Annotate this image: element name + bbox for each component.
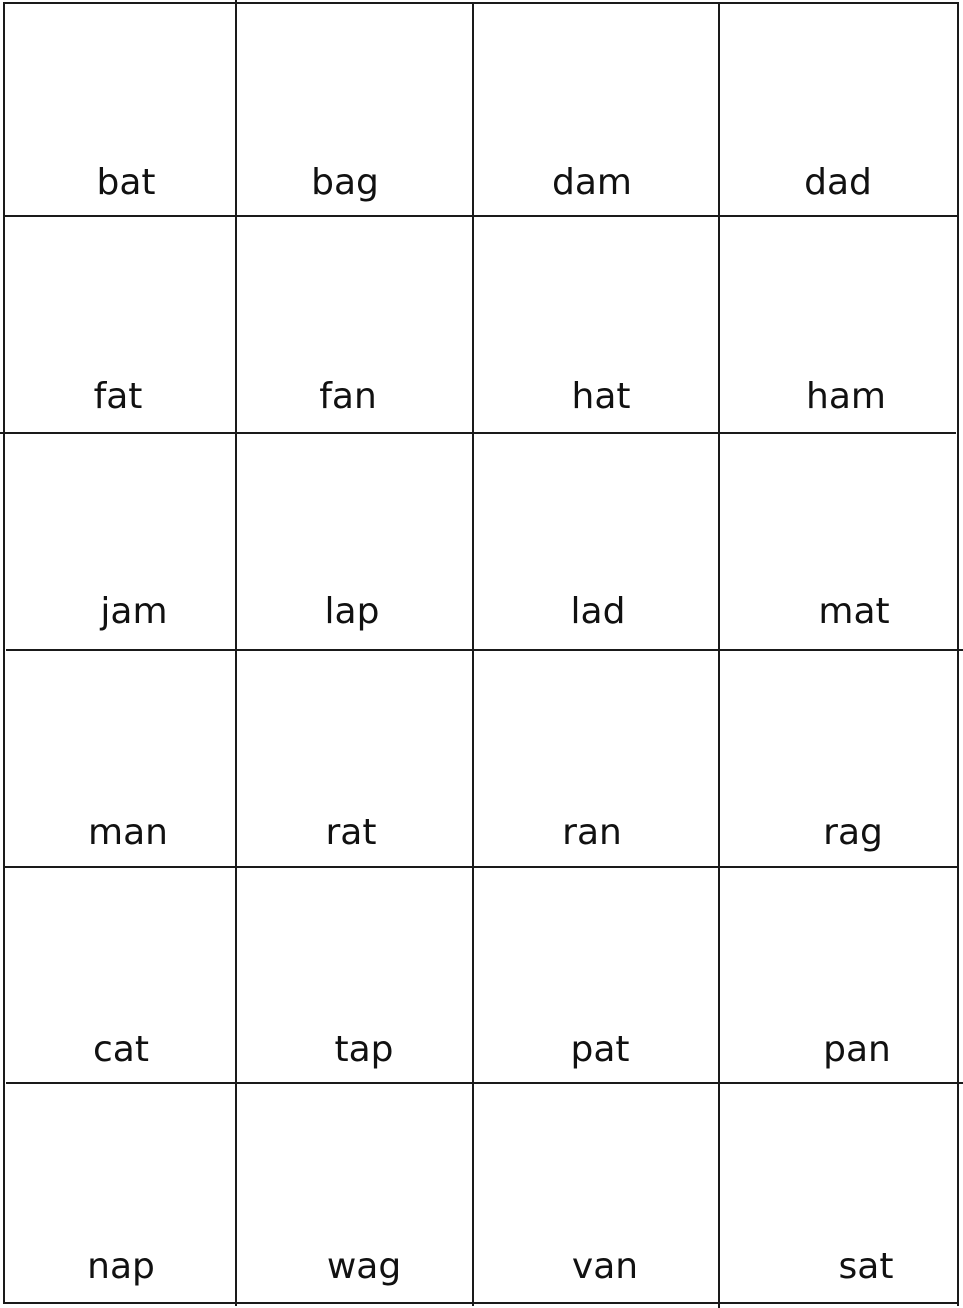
word-card [720,651,957,866]
word-card [720,434,957,649]
word-card [237,217,472,432]
word-card [237,3,472,215]
word-card [474,651,718,866]
word-label: wag [326,1246,402,1287]
word-label: cat [93,1029,149,1070]
word-label: dad [804,162,872,203]
word-card [237,1084,472,1302]
word-label: ran [562,812,622,853]
word-card [4,868,235,1082]
word-card [4,1084,235,1302]
word-label: dam [552,162,632,203]
word-label: lad [570,591,626,632]
word-label: man [88,812,168,853]
word-label: van [571,1246,639,1287]
word-card [4,434,235,649]
word-card [237,868,472,1082]
word-label: nap [87,1246,155,1287]
word-label: sat [838,1246,894,1287]
word-label: lap [324,591,380,632]
word-label: jam [100,591,168,632]
word-card [720,217,957,432]
word-label: ham [806,376,886,417]
word-label: bag [311,162,379,203]
word-card [474,434,718,649]
word-label: rat [325,812,377,853]
word-label: fan [319,376,377,417]
word-label: pan [823,1029,891,1070]
word-label: rag [823,812,883,853]
word-card [474,1084,718,1302]
word-card [4,217,235,432]
word-card [474,3,718,215]
word-card [237,651,472,866]
word-card [474,868,718,1082]
word-card [720,3,957,215]
word-card [4,651,235,866]
word-label: pat [570,1029,630,1070]
word-label: bat [96,162,156,203]
word-card [474,217,718,432]
word-label: mat [818,591,890,632]
word-label: tap [334,1029,394,1070]
word-label: hat [571,376,631,417]
word-label: fat [93,376,143,417]
grid-line-vertical [957,2,959,1306]
grid-line-horizontal [3,1302,959,1304]
word-card [4,3,235,215]
word-card [720,868,957,1082]
word-card [720,1084,957,1302]
word-card [237,434,472,649]
